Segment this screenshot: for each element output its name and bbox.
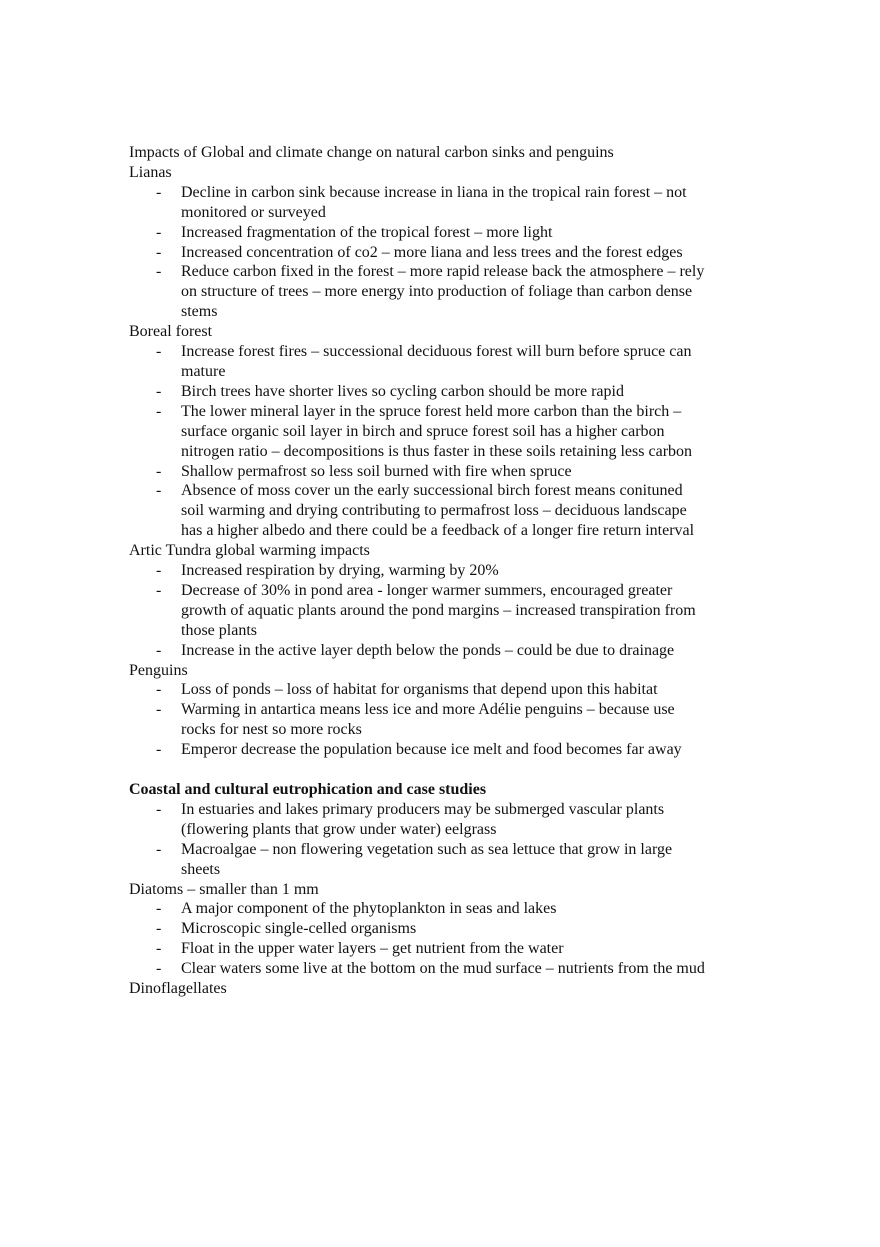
list-item xyxy=(129,462,769,482)
bullet-dash: - xyxy=(156,482,162,500)
list-item-text-line: Clear waters some live at the bottom on the mud surface – nutrients from the mud xyxy=(181,960,705,978)
list-item-text-line: A major component of the phytoplankton in seas and lakes xyxy=(181,900,557,918)
section-heading-lianas: Lianas xyxy=(129,163,172,181)
list-item xyxy=(129,262,769,322)
section-heading-boreal-forest: Boreal forest xyxy=(129,323,213,341)
bullet-dash: - xyxy=(156,641,162,659)
bullet-dash: - xyxy=(156,243,162,261)
list-item-text-line: Increase forest fires – successional deciduous forest will burn before spruce can xyxy=(181,343,692,361)
list-item-text-line: Decrease of 30% in pond area - longer warmer summers, encouraged greater xyxy=(181,581,673,599)
bullet-dash: - xyxy=(156,681,162,699)
list-item-text-line: Loss of ponds – loss of habitat for organisms that depend upon this habitat xyxy=(181,681,658,699)
section-heading-dinoflagellates: Dinoflagellates xyxy=(129,980,227,998)
bullet-dash: - xyxy=(156,741,162,759)
list-item xyxy=(129,899,769,919)
list-item-text-line: Float in the upper water layers – get nutrient from the water xyxy=(181,940,564,958)
list-item xyxy=(129,561,769,581)
list-item-text-line: rocks for nest so more rocks xyxy=(181,721,362,739)
list-item xyxy=(129,919,769,939)
bullet-list-arctic-tundra xyxy=(129,561,769,661)
bullet-list-diatoms xyxy=(129,899,769,979)
bullet-dash: - xyxy=(156,840,162,858)
section-heading-penguins: Penguins xyxy=(129,661,188,679)
list-item-text-line: soil warming and drying contributing to permafrost loss – deciduous landscape xyxy=(181,502,687,520)
list-item xyxy=(129,382,769,402)
section-heading-arctic-tundra: Artic Tundra global warming impacts xyxy=(129,542,370,560)
list-item-text-line: monitored or surveyed xyxy=(181,203,326,221)
list-item-text-line: on structure of trees – more energy into production of foliage than carbon dense xyxy=(181,283,693,301)
document-title: Impacts of Global and climate change on natural carbon sinks and penguins xyxy=(129,144,614,161)
document-page xyxy=(129,143,769,999)
bullet-dash: - xyxy=(156,960,162,978)
bullet-dash: - xyxy=(156,900,162,918)
list-item xyxy=(129,840,769,880)
list-item-text-line: In estuaries and lakes primary producers may be submerged vascular plants xyxy=(181,800,665,818)
list-item xyxy=(129,939,769,959)
bullet-dash: - xyxy=(156,223,162,241)
list-item-text-line: stems xyxy=(181,303,218,321)
list-item xyxy=(129,700,769,740)
list-item-text-line: (flowering plants that grow under water) eelgrass xyxy=(181,820,497,838)
list-item xyxy=(129,959,769,979)
list-item-text-line: The lower mineral layer in the spruce forest held more carbon than the birch – xyxy=(181,402,682,420)
list-item-text-line: growth of aquatic plants around the pond margins – increased transpiration from xyxy=(181,601,696,619)
list-item-text-line: Increase in the active layer depth below the ponds – could be due to drainage xyxy=(181,641,675,659)
list-item xyxy=(129,243,769,263)
bullet-dash: - xyxy=(156,263,162,281)
bullet-dash: - xyxy=(156,462,162,480)
list-item-text-line: Reduce carbon fixed in the forest – more rapid release back the atmosphere – rely xyxy=(181,263,705,281)
list-item-text-line: Decline in carbon sink because increase in liana in the tropical rain forest – not xyxy=(181,183,687,201)
list-item-text-line: Warming in antartica means less ice and more Adélie penguins – because use xyxy=(181,701,675,719)
bullet-dash: - xyxy=(156,920,162,938)
bullet-dash: - xyxy=(156,183,162,201)
list-item xyxy=(129,680,769,700)
list-item-text-line: Increased fragmentation of the tropical forest – more light xyxy=(181,223,553,241)
bullet-dash: - xyxy=(156,382,162,400)
list-item-text-line: sheets xyxy=(181,860,221,878)
bullet-dash: - xyxy=(156,800,162,818)
bullet-dash: - xyxy=(156,562,162,580)
blank-line xyxy=(129,760,769,780)
list-item xyxy=(129,402,769,462)
list-item-text-line: has a higher albedo and there could be a feedback of a longer fire return interval xyxy=(181,522,695,540)
list-item-text-line: mature xyxy=(181,362,226,380)
section-heading-coastal-eutrophication: Coastal and cultural eutrophication and case studies xyxy=(129,780,487,798)
list-item-text-line: those plants xyxy=(181,621,257,639)
list-item xyxy=(129,223,769,243)
bullet-dash: - xyxy=(156,701,162,719)
list-item xyxy=(129,581,769,641)
list-item-text-line: Macroalgae – non flowering vegetation such as sea lettuce that grow in large xyxy=(181,840,673,858)
bullet-list-coastal-eutrophication xyxy=(129,800,769,880)
list-item-text-line: Increased respiration by drying, warming by 20% xyxy=(181,562,499,580)
bullet-list-lianas xyxy=(129,183,769,322)
list-item-text-line: Shallow permafrost so less soil burned with fire when spruce xyxy=(181,462,572,480)
list-item-text-line: Microscopic single-celled organisms xyxy=(181,920,417,938)
list-item xyxy=(129,641,769,661)
list-item xyxy=(129,800,769,840)
list-item xyxy=(129,740,769,760)
list-item-text-line: Birch trees have shorter lives so cycling carbon should be more rapid xyxy=(181,382,624,400)
bullet-dash: - xyxy=(156,581,162,599)
list-item xyxy=(129,183,769,223)
bullet-list-penguins xyxy=(129,680,769,760)
list-item-text-line: Emperor decrease the population because ice melt and food becomes far away xyxy=(181,741,682,759)
bullet-dash: - xyxy=(156,402,162,420)
bullet-dash: - xyxy=(156,940,162,958)
list-item xyxy=(129,481,769,541)
section-heading-diatoms: Diatoms – smaller than 1 mm xyxy=(129,880,319,898)
list-item xyxy=(129,342,769,382)
bullet-list-boreal-forest xyxy=(129,342,769,541)
list-item-text-line: Absence of moss cover un the early successional birch forest means conituned xyxy=(181,482,683,500)
list-item-text-line: nitrogen ratio – decompositions is thus faster in these soils retaining less carbon xyxy=(181,442,693,460)
bullet-dash: - xyxy=(156,343,162,361)
list-item-text-line: Increased concentration of co2 – more liana and less trees and the forest edges xyxy=(181,243,683,261)
list-item-text-line: surface organic soil layer in birch and spruce forest soil has a higher carbon xyxy=(181,422,665,440)
